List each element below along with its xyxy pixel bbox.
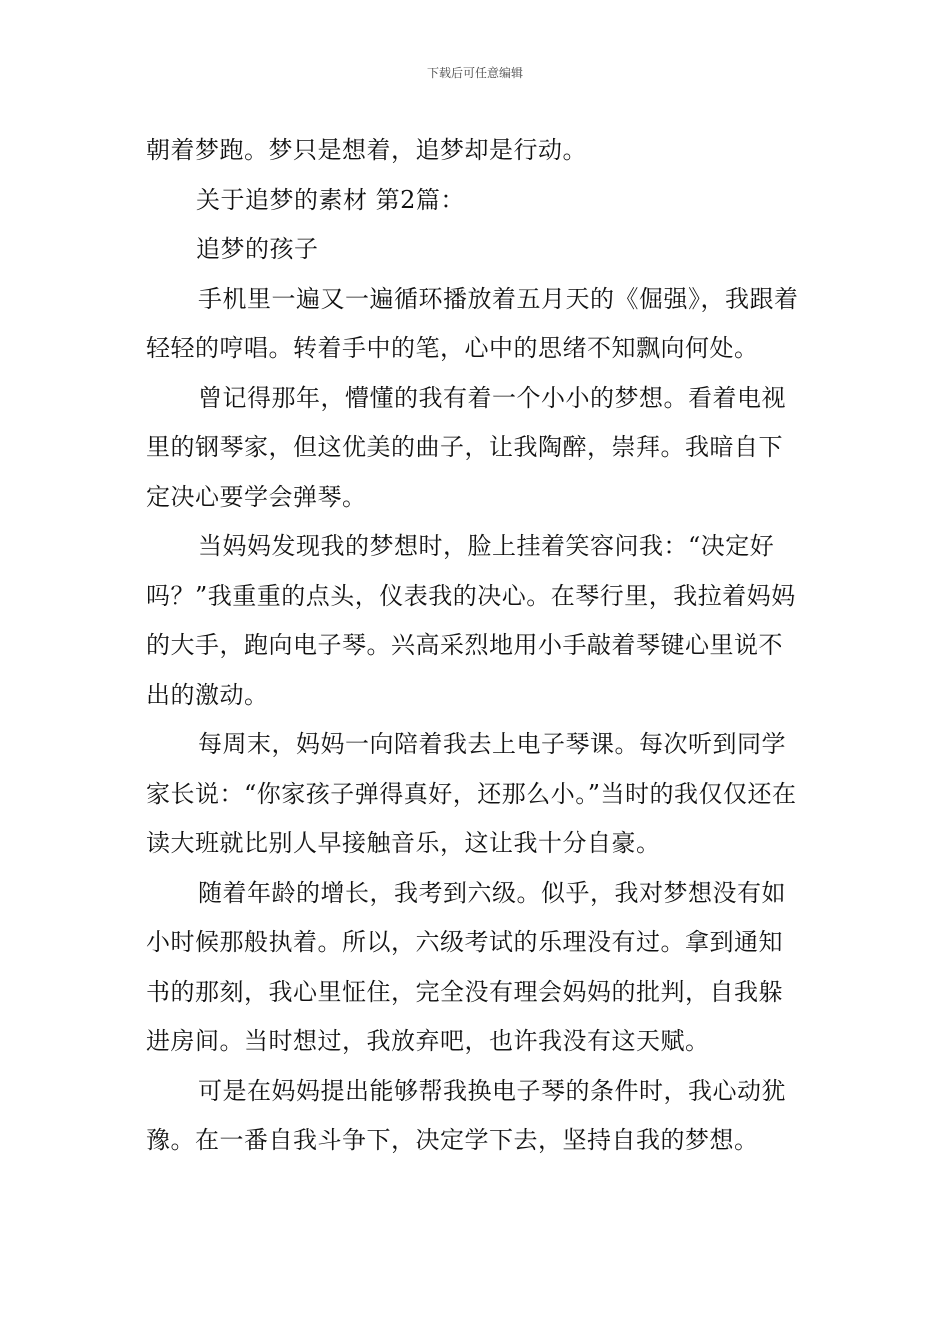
paragraph: 每周末，妈妈一向陪着我去上电子琴课。每次听到同学家长说：“你家孩子弹得真好，还那么小。”当时的我仅仅还在读大班就比别人早接触音乐，这让我十分自豪。 <box>146 730 797 857</box>
paragraph: 当妈妈发现我的梦想时，脸上挂着笑容问我：“决定好吗？”我重重的点头，仪表我的决心。在琴行里，我拉着妈妈的大手，跑向电子琴。兴高采烈地用小手敲着琴键心里说不出的激动。 <box>146 532 796 709</box>
page-header: 下载后可任意编辑 <box>426 66 523 80</box>
paragraph-continuation: 朝着梦跑。梦只是想着，追梦却是行动。 <box>146 136 587 164</box>
article-title: 追梦的孩子 <box>196 235 319 263</box>
paragraph: 手机里一遍又一遍循环播放着五月天的《倔强》，我跟着轻轻的哼唱。转着手中的笔，心中的思绪不知飘向何处。 <box>146 284 799 362</box>
section-title: 关于追梦的素材 第2篇： <box>196 185 465 214</box>
paragraph: 曾记得那年，懵懂的我有着一个小小的梦想。看着电视里的钢琴家，但这优美的曲子，让我陶醉，崇拜。我暗自下定决心要学会弹琴。 <box>146 383 786 511</box>
paragraph: 随着年龄的增长，我考到六级。似乎，我对梦想没有如小时候那般执着。所以，六级考试的乐理没有过。拿到通知书的那刻，我心里怔住，完全没有理会妈妈的批判，自我躲进房间。当时想过，我放弃吧，也许我没有这天赋。 <box>146 878 786 1055</box>
document-body <box>146 126 806 1166</box>
paragraph: 可是在妈妈提出能够帮我换电子琴的条件时，我心动犹豫。在一番自我斗争下，决定学下去，坚持自我的梦想。 <box>146 1076 786 1154</box>
